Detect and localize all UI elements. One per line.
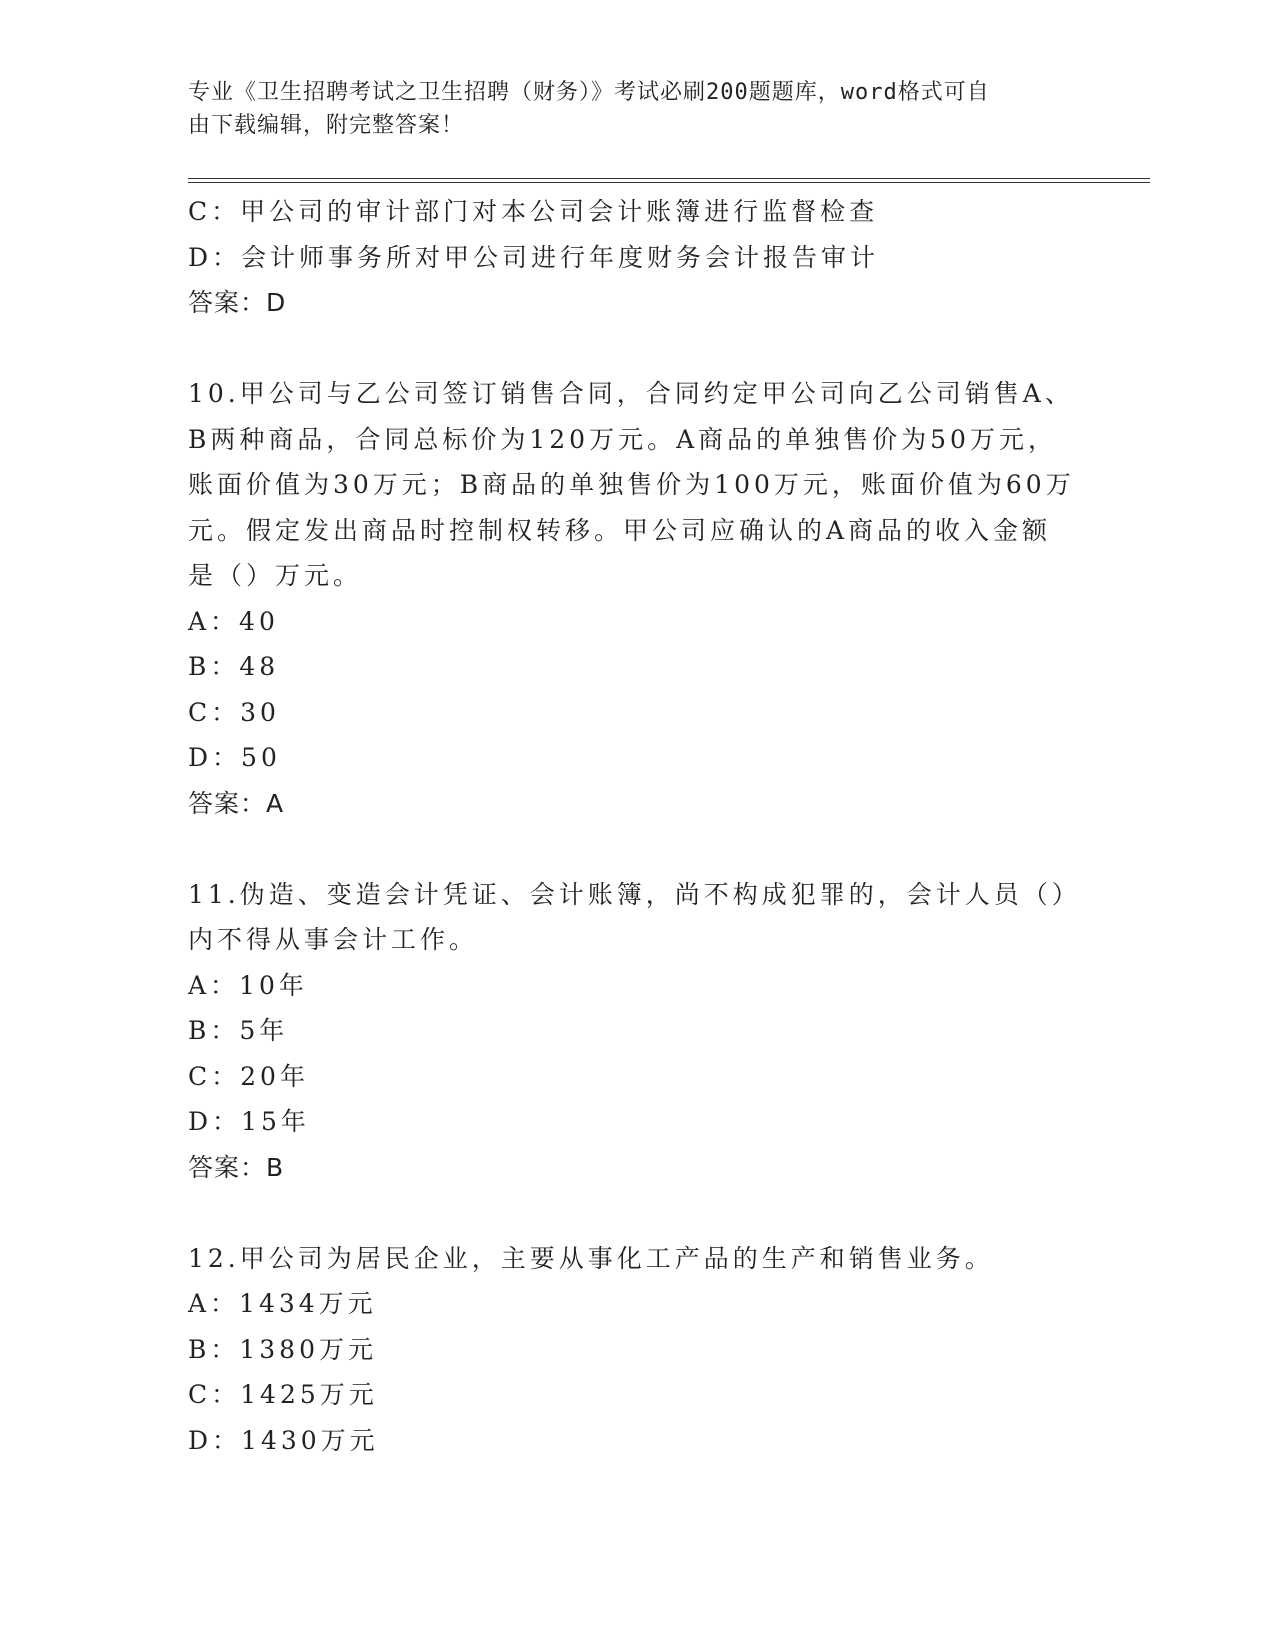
q12-stem-line-1: 12.甲公司为居民企业，主要从事化工产品的生产和销售业务。 [188,1243,994,1273]
q12-option-a: A：1434万元 [188,1289,377,1318]
q10-option-b: B：48 [188,652,280,681]
q10-stem-line-2: B两种商品，合同总标价为120万元。A商品的单独售价为50万元， [188,424,1057,454]
document-header [188,76,1068,142]
q10-option-a: A：40 [188,606,279,636]
q11-option-d: D：15年 [188,1107,310,1136]
q9-answer: 答案：D [188,288,287,317]
q12-option-b: B：1380万元 [188,1334,377,1364]
spacer [188,326,1088,372]
q11-option-c: C：20年 [188,1061,309,1091]
spacer [188,1190,1088,1236]
q11-option-b: B：5年 [188,1016,289,1045]
spacer [188,826,1088,872]
q10-stem-line-3: 账面价值为30万元；B商品的单独售价为100万元，账面价值为60万 [188,470,1075,499]
q10-option-c: C：30 [188,697,280,727]
q10-stem-line-1: 10.甲公司与乙公司签订销售合同，合同约定甲公司向乙公司销售A、 [188,379,1074,408]
q11-answer: 答案：B [188,1152,285,1182]
header-divider-top [188,178,1150,179]
q11-stem-line-1: 11.伪造、变造会计凭证、会计账簿，尚不构成犯罪的，会计人员（） [188,879,1081,909]
header-line-2: 由下载编辑，附完整答案！ [188,113,465,138]
q9-option-c: C：甲公司的审计部门对本公司会计账簿进行监督检查 [188,197,879,226]
q10-option-d: D：50 [188,743,281,772]
q11-option-a: A：10年 [188,970,308,1000]
q10-answer: 答案：A [188,788,285,818]
q12-option-c: C：1425万元 [188,1380,378,1409]
question-list [188,189,1088,1463]
q10-stem-line-4: 元。假定发出商品时控制权转移。甲公司应确认的A商品的收入金额 [188,515,1052,545]
q10-stem-line-5: 是（）万元。 [188,561,363,590]
q11-stem-line-2: 内不得从事会计工作。 [188,925,479,954]
q9-option-d: D：会计师事务所对甲公司进行年度财务会计报告审计 [188,242,880,272]
header-divider-bottom [188,182,1150,183]
header-line-1: 专业《卫生招聘考试之卫生招聘（财务）》考试必刷200题题库，word格式可自 [188,80,990,105]
q12-option-d: D：1430万元 [188,1425,379,1455]
